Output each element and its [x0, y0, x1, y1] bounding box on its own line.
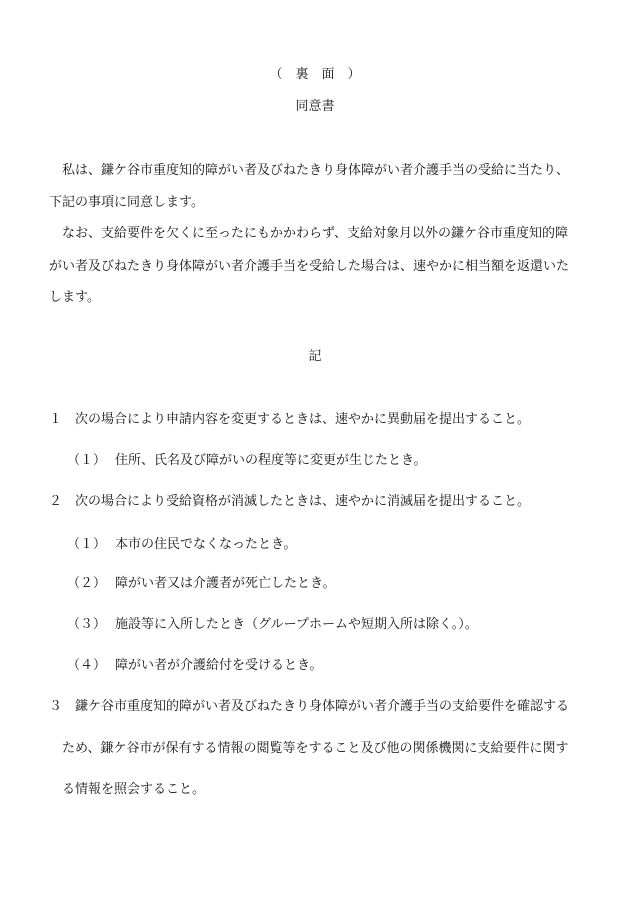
intro-paragraph-2-line-2: がい者及びねたきり身体障がい者介護手当を受給した場合は、速やかに相当額を返還いた: [49, 259, 570, 274]
item-2-number: ２: [49, 494, 63, 509]
item-1-sub-1-number: （１）: [67, 453, 107, 468]
item-2-sub-2-number: （２）: [67, 576, 107, 591]
intro-paragraph-1-line-1: 私は、鎌ケ谷市重度知的障がい者及びねたきり身体障がい者介護手当の受給に当たり、: [62, 163, 570, 178]
item-1-text: 次の場合により申請内容を変更するときは、速やかに異動届を提出すること。: [75, 412, 531, 427]
document-title: 同意書: [295, 99, 335, 114]
item-2-sub-1-text: 本市の住民でなくなったとき。: [115, 537, 297, 552]
item-1-number: １: [49, 412, 63, 427]
item-3-line-2: ため、鎌ケ谷市が保有する情報の閲覧等をすること及び他の関係機関に支給要件に関す: [62, 741, 569, 756]
item-3-line-1: 鎌ケ谷市重度知的障がい者及びねたきり身体障がい者介護手当の支給要件を確認する: [75, 699, 570, 714]
item-3-line-3: る情報を照会すること。: [62, 782, 206, 797]
item-1-sub-1-text: 住所、氏名及び障がいの程度等に変更が生じたとき。: [115, 453, 427, 468]
ki-heading: 記: [308, 349, 322, 364]
item-2-sub-3-number: （３）: [67, 617, 107, 632]
item-2-sub-1-number: （１）: [67, 537, 107, 552]
item-2-sub-4-text: 障がい者が介護給付を受けるとき。: [115, 658, 323, 673]
item-2-sub-4-number: （４）: [67, 658, 107, 673]
reverse-side-label: （ 裏 面 ）: [269, 67, 361, 82]
item-2-sub-3-text: 施設等に入所したとき（グループホームや短期入所は除く。）。: [115, 617, 478, 632]
item-2-text: 次の場合により受給資格が消滅したときは、速やかに消滅届を提出すること。: [75, 494, 531, 509]
intro-paragraph-2-line-3: します。: [49, 290, 100, 305]
item-2-sub-2-text: 障がい者又は介護者が死亡したとき。: [115, 576, 336, 591]
item-3-number: ３: [49, 699, 63, 714]
intro-paragraph-2-line-1: なお、支給要件を欠くに至ったにもかかわらず、支給対象月以外の鎌ケ谷市重度知的障: [62, 226, 568, 241]
intro-paragraph-1-line-2: 下記の事項に同意します。: [49, 195, 204, 210]
